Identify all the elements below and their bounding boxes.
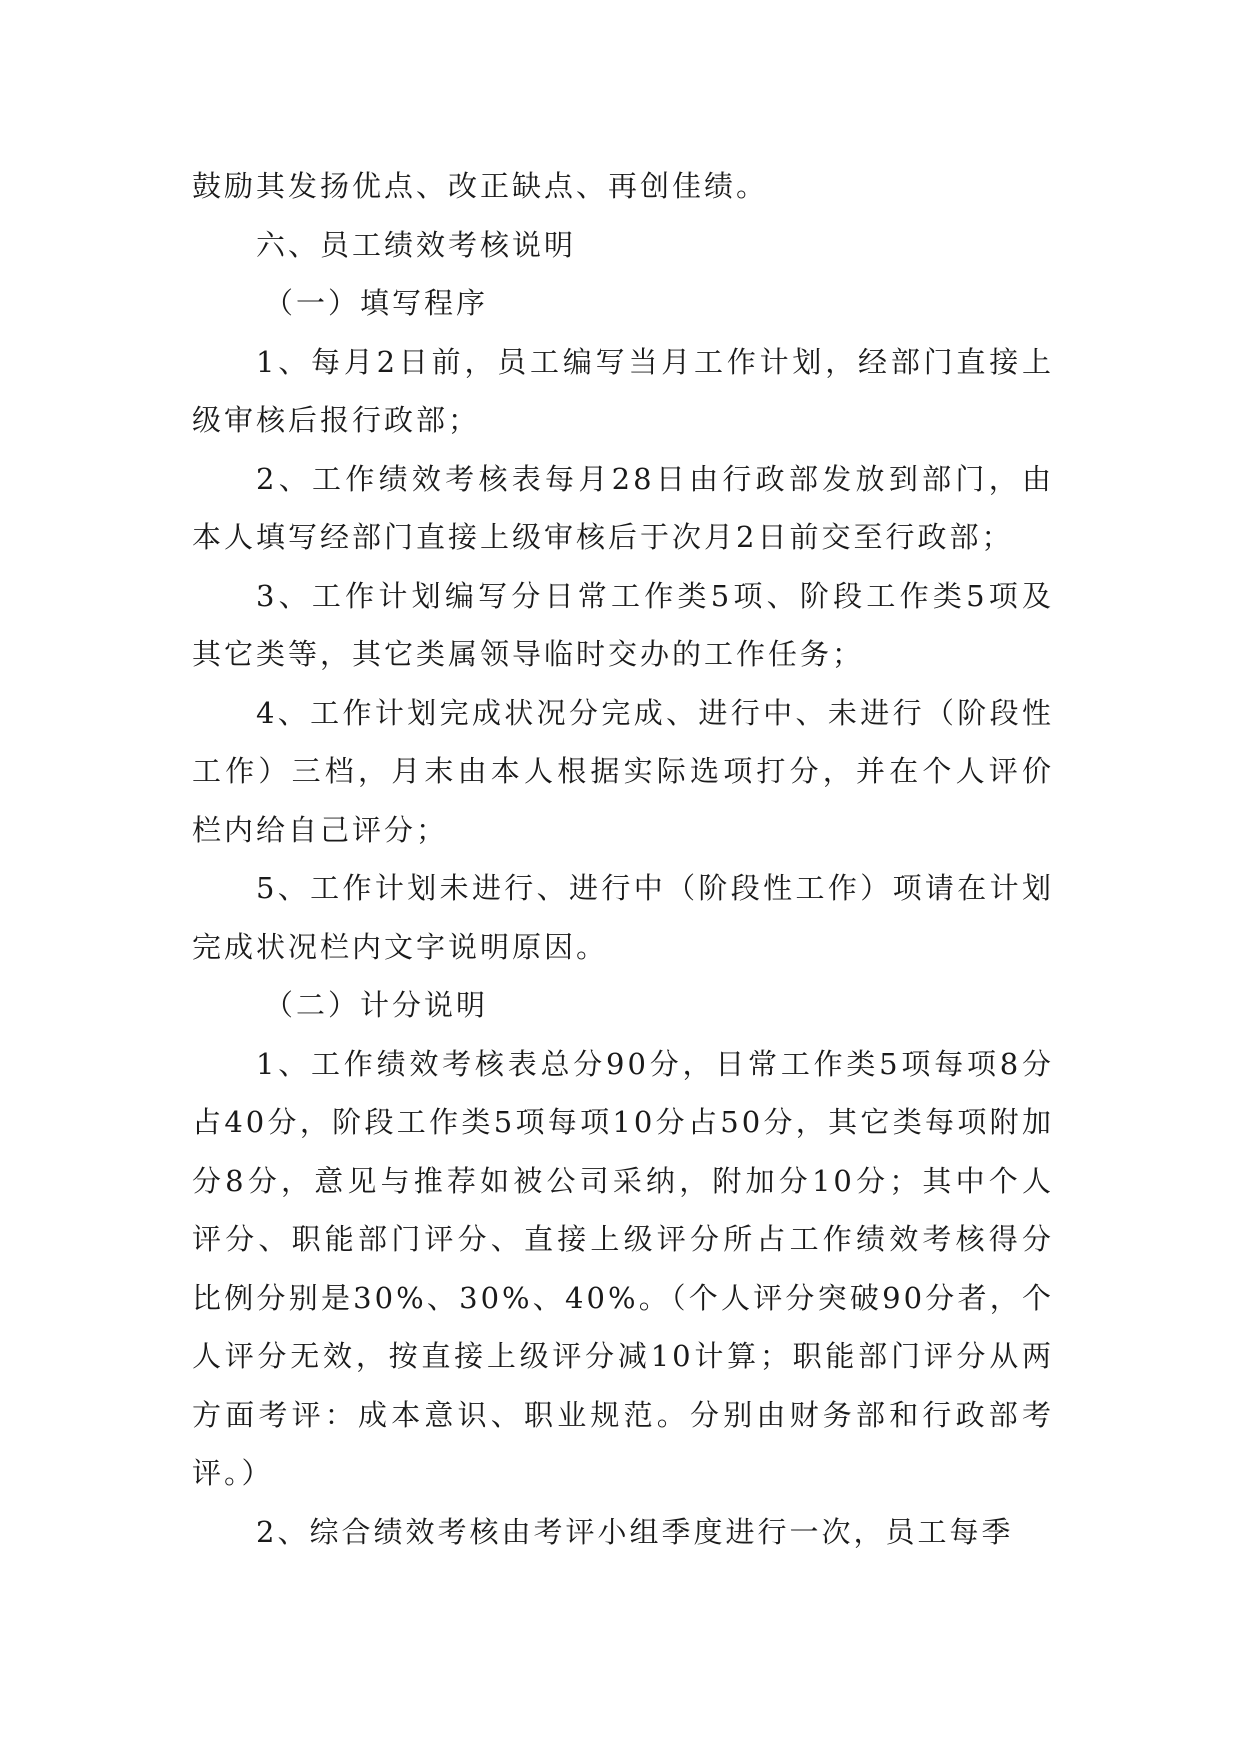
document-body xyxy=(192,157,1054,1561)
scoring-item-1: 1、工作绩效考核表总分90分，日常工作类5项每项8分占40分，阶段工作类5项每项10分占50分，其它类每项附加分8分，意见与推荐如被公司采纳，附加分10分；其中个人评分、职能部门评分、直接上级评分所占工作绩效考核得分比例分别是30%、30%、40%。（个人评分突破90分者，个人评分无效，按直接上级评分减10计算；职能部门评分从两方面考评：成本意识、职业规范。分别由财务部和行政部考评。） xyxy=(192,1046,1054,1490)
procedure-item-3: 3、工作计划编写分日常工作类5项、阶段工作类5项及其它类等，其它类属领导临时交办的工作任务； xyxy=(192,578,1054,671)
procedure-item-4: 4、工作计划完成状况分完成、进行中、未进行（阶段性工作）三档，月末由本人根据实际选项打分，并在个人评价栏内给自己评分； xyxy=(192,695,1054,847)
procedure-item-2: 2、工作绩效考核表每月28日由行政部发放到部门，由本人填写经部门直接上级审核后于次月2日前交至行政部； xyxy=(192,461,1054,554)
subheading-fill-procedure: （一）填写程序 xyxy=(264,286,489,320)
procedure-item-5: 5、工作计划未进行、进行中（阶段性工作）项请在计划完成状况栏内文字说明原因。 xyxy=(192,871,1054,964)
procedure-item-1: 1、每月2日前，员工编写当月工作计划，经部门直接上级审核后报行政部； xyxy=(192,344,1054,437)
scoring-item-2: 2、综合绩效考核由考评小组季度进行一次，员工每季 xyxy=(256,1514,1014,1549)
section-heading-six: 六、员工绩效考核说明 xyxy=(256,227,577,262)
subheading-scoring: （二）计分说明 xyxy=(264,988,489,1022)
paragraph-continuation: 鼓励其发扬优点、改正缺点、再创佳绩。 xyxy=(192,169,769,203)
